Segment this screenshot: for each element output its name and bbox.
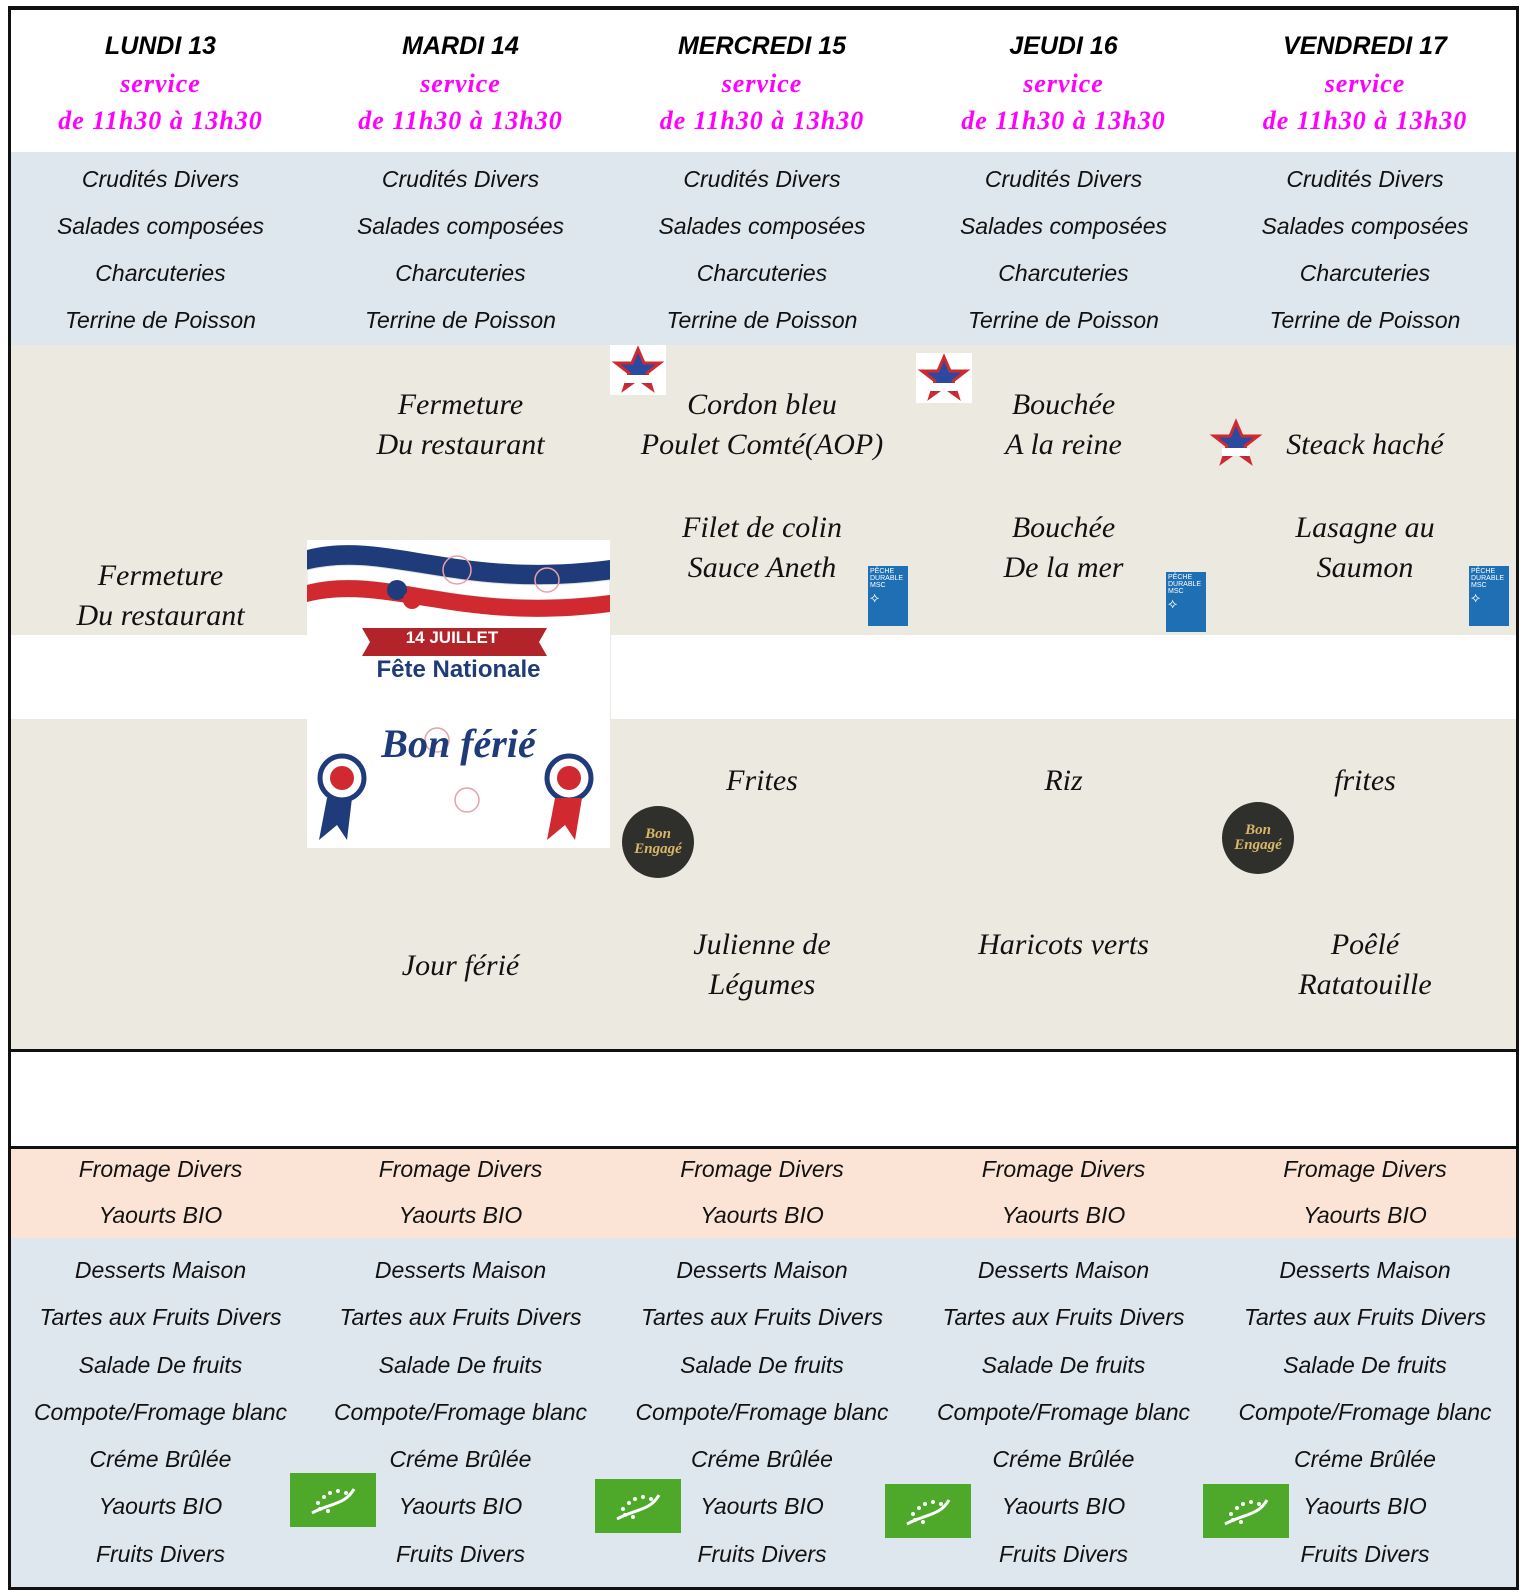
main-line: Saumon bbox=[1316, 551, 1414, 584]
dessert-item: Tartes aux Fruits Divers bbox=[641, 1304, 883, 1331]
dessert-item: Tartes aux Fruits Divers bbox=[1244, 1304, 1486, 1331]
entree-item: Charcuteries bbox=[696, 260, 828, 286]
dairy-cell bbox=[1214, 1143, 1519, 1244]
empty-cell bbox=[310, 1046, 614, 1149]
dessert-item: Desserts Maison bbox=[74, 1256, 247, 1283]
day-name: MERCREDI 15 bbox=[677, 31, 847, 60]
eu-organic-leaf-icon bbox=[1203, 1484, 1289, 1538]
entree-item: Charcuteries bbox=[1299, 260, 1431, 286]
holiday-date: 14 JUILLET bbox=[405, 628, 499, 647]
dessert-item: Salade De fruits bbox=[78, 1351, 243, 1378]
entree-item: Crudités Divers bbox=[381, 166, 540, 192]
holiday-title: Fête Nationale bbox=[376, 656, 541, 683]
dairy-cell bbox=[611, 1143, 916, 1244]
empty-cell bbox=[611, 635, 916, 725]
closure-line: Du restaurant bbox=[76, 599, 245, 632]
dairy-item: Yaourts BIO bbox=[98, 1202, 223, 1228]
eu-organic-leaf-icon bbox=[290, 1473, 376, 1527]
entree-item: Charcuteries bbox=[998, 260, 1129, 286]
side-line: Riz bbox=[1044, 764, 1083, 797]
entrees-cell bbox=[1214, 152, 1519, 351]
dessert-item: Fruits Divers bbox=[697, 1540, 827, 1567]
dessert-item: Yaourts BIO bbox=[98, 1493, 223, 1520]
main-line: Steack haché bbox=[1286, 428, 1444, 461]
empty-cell bbox=[1214, 1046, 1519, 1149]
msc-sustainable-fishing-icon: PÊCHE DURABLE MSC ⟡ bbox=[1469, 566, 1509, 626]
dairy-cell bbox=[8, 1143, 313, 1244]
dessert-item: Desserts Maison bbox=[676, 1256, 848, 1283]
dairy-item: Yaourts BIO bbox=[1001, 1202, 1126, 1228]
entree-item: Terrine de Poisson bbox=[1269, 307, 1461, 333]
msc-sustainable-fishing-icon: PÊCHE DURABLE MSC ⟡ bbox=[1166, 572, 1206, 632]
dairy-cell bbox=[913, 1143, 1217, 1244]
entree-item: Crudités Divers bbox=[1286, 166, 1444, 192]
side-cell bbox=[1214, 883, 1519, 1052]
side-line: Légumes bbox=[708, 968, 816, 1001]
day-header bbox=[8, 6, 313, 158]
day-name: VENDREDI 17 bbox=[1283, 31, 1447, 60]
bon-engage-icon: Bon Engagé bbox=[622, 806, 694, 878]
dessert-item: Créme Brûlée bbox=[1294, 1446, 1436, 1473]
eu-organic-leaf-icon bbox=[595, 1479, 681, 1533]
dessert-item: Compote/Fromage blanc bbox=[1238, 1398, 1492, 1425]
entrees-cell bbox=[611, 152, 916, 351]
dessert-item: Desserts Maison bbox=[1279, 1256, 1451, 1283]
service-hours: de 11h30 à 13h30 bbox=[1262, 105, 1468, 135]
dairy-item: Yaourts BIO bbox=[700, 1202, 824, 1228]
dessert-item: Desserts Maison bbox=[374, 1256, 547, 1283]
dessert-item: Fruits Divers bbox=[95, 1540, 226, 1567]
main-line: Bouchée bbox=[1011, 511, 1116, 544]
tuesday-closure-cell bbox=[310, 345, 614, 474]
entree-item: Salades composées bbox=[658, 213, 866, 239]
dairy-item: Fromage Divers bbox=[1283, 1156, 1447, 1182]
entree-item: Terrine de Poisson bbox=[65, 307, 256, 333]
service-hours: de 11h30 à 13h30 bbox=[358, 105, 563, 135]
closure-line: Fermeture bbox=[97, 559, 224, 592]
main-line: Cordon bleu bbox=[687, 388, 837, 421]
main-line: Filet de colin bbox=[682, 511, 842, 544]
side-line: frites bbox=[1334, 764, 1396, 797]
day-name: JEUDI 16 bbox=[1009, 31, 1118, 60]
day-header bbox=[611, 6, 916, 158]
service-label: service bbox=[1023, 68, 1104, 98]
empty-cell bbox=[1214, 635, 1519, 725]
side-line: Frites bbox=[726, 764, 798, 797]
side-line: Ratatouille bbox=[1298, 968, 1432, 1001]
side-line: Jour férié bbox=[401, 949, 520, 982]
dessert-item: Desserts Maison bbox=[977, 1256, 1150, 1283]
dessert-item: Tartes aux Fruits Divers bbox=[339, 1304, 582, 1331]
dessert-item: Créme Brûlée bbox=[89, 1446, 232, 1473]
french-beef-label-icon bbox=[1208, 418, 1264, 468]
holiday-wish: Bon férié bbox=[381, 721, 536, 766]
dessert-item: Tartes aux Fruits Divers bbox=[39, 1304, 282, 1331]
main-line: Lasagne au bbox=[1295, 511, 1435, 544]
dessert-item: Compote/Fromage blanc bbox=[33, 1398, 288, 1425]
dessert-item: Fruits Divers bbox=[1300, 1540, 1430, 1567]
monday-closure-cell bbox=[8, 345, 313, 641]
dessert-item: Compote/Fromage blanc bbox=[936, 1398, 1191, 1425]
dessert-item: Salade De fruits bbox=[680, 1351, 844, 1378]
dessert-item: Salade De fruits bbox=[981, 1351, 1146, 1378]
dairy-item: Yaourts BIO bbox=[398, 1202, 523, 1228]
eu-organic-leaf-icon bbox=[885, 1484, 971, 1538]
entree-item: Charcuteries bbox=[395, 260, 526, 286]
side-cell bbox=[611, 883, 916, 1052]
side-line: Julienne de bbox=[693, 928, 831, 961]
service-label: service bbox=[420, 68, 501, 98]
empty-cell bbox=[913, 1046, 1217, 1149]
entree-item: Salades composées bbox=[959, 213, 1168, 239]
dessert-item: Créme Brûlée bbox=[389, 1446, 532, 1473]
side-line: Haricots verts bbox=[978, 928, 1149, 961]
side-cell bbox=[913, 719, 1217, 889]
dessert-item: Salade De fruits bbox=[378, 1351, 543, 1378]
entrees-cell bbox=[913, 152, 1217, 351]
weekly-menu-grid bbox=[8, 6, 1526, 1587]
dessert-item: Yaourts BIO bbox=[398, 1493, 523, 1520]
day-name: MARDI 14 bbox=[402, 31, 519, 60]
main-line: Sauce Aneth bbox=[687, 551, 837, 584]
dessert-item: Salade De fruits bbox=[1283, 1351, 1447, 1378]
dairy-item: Fromage Divers bbox=[981, 1156, 1146, 1182]
entree-item: Terrine de Poisson bbox=[666, 307, 858, 333]
dessert-item: Yaourts BIO bbox=[700, 1493, 824, 1520]
empty-cell bbox=[611, 1046, 916, 1149]
holiday-banner bbox=[307, 540, 610, 848]
french-poultry-label-icon bbox=[610, 345, 666, 395]
dessert-item: Yaourts BIO bbox=[1303, 1493, 1427, 1520]
entree-item: Terrine de Poisson bbox=[365, 307, 556, 333]
main-line: Poulet Comté(AOP) bbox=[640, 428, 884, 461]
entree-item: Crudités Divers bbox=[683, 166, 841, 192]
entree-item: Crudités Divers bbox=[81, 166, 240, 192]
dairy-item: Fromage Divers bbox=[680, 1156, 844, 1182]
side-line: Poêlé bbox=[1330, 928, 1400, 961]
main-line: De la mer bbox=[1003, 551, 1124, 584]
french-poultry-label-icon bbox=[916, 353, 972, 403]
entree-item: Salades composées bbox=[1261, 213, 1469, 239]
dessert-item: Créme Brûlée bbox=[691, 1446, 833, 1473]
entree-item: Salades composées bbox=[56, 213, 265, 239]
closure-line: Fermeture bbox=[397, 388, 524, 421]
dessert-item: Fruits Divers bbox=[998, 1540, 1129, 1567]
service-hours: de 11h30 à 13h30 bbox=[961, 105, 1166, 135]
dairy-cell bbox=[310, 1143, 614, 1244]
entree-item: Salades composées bbox=[356, 213, 565, 239]
entree-item: Charcuteries bbox=[95, 260, 226, 286]
desserts-cell bbox=[310, 1238, 614, 1590]
dairy-item: Fromage Divers bbox=[78, 1156, 243, 1182]
main-line: Bouchée bbox=[1011, 388, 1116, 421]
day-header bbox=[1214, 6, 1519, 158]
closure-line: Du restaurant bbox=[376, 428, 545, 461]
service-hours: de 11h30 à 13h30 bbox=[659, 105, 865, 135]
desserts-cell bbox=[8, 1238, 313, 1590]
dessert-item: Compote/Fromage blanc bbox=[635, 1398, 889, 1425]
desserts-cell bbox=[611, 1238, 916, 1590]
day-header bbox=[310, 6, 614, 158]
empty-cell bbox=[8, 719, 313, 889]
dairy-item: Yaourts BIO bbox=[1303, 1202, 1427, 1228]
dessert-item: Yaourts BIO bbox=[1001, 1493, 1126, 1520]
day-header bbox=[913, 6, 1217, 158]
dessert-item: Compote/Fromage blanc bbox=[333, 1398, 588, 1425]
day-name: LUNDI 13 bbox=[104, 31, 217, 60]
entrees-cell bbox=[8, 152, 313, 351]
service-label: service bbox=[1324, 68, 1406, 98]
dairy-item: Fromage Divers bbox=[378, 1156, 543, 1182]
side-cell bbox=[310, 883, 614, 1052]
service-label: service bbox=[721, 68, 803, 98]
service-hours: de 11h30 à 13h30 bbox=[58, 105, 263, 135]
bon-engage-icon: Bon Engagé bbox=[1222, 802, 1294, 874]
empty-cell bbox=[8, 883, 313, 1052]
dessert-item: Tartes aux Fruits Divers bbox=[942, 1304, 1185, 1331]
entree-item: Terrine de Poisson bbox=[968, 307, 1159, 333]
tricolor-ribbon-icon bbox=[307, 540, 610, 848]
entrees-cell bbox=[310, 152, 614, 351]
main-line: A la reine bbox=[1005, 428, 1122, 461]
empty-cell bbox=[8, 1046, 313, 1149]
dessert-item: Fruits Divers bbox=[395, 1540, 526, 1567]
empty-cell bbox=[8, 635, 313, 725]
entree-item: Crudités Divers bbox=[984, 166, 1143, 192]
service-label: service bbox=[120, 68, 201, 98]
msc-sustainable-fishing-icon: PÊCHE DURABLE MSC ⟡ bbox=[868, 566, 908, 626]
dessert-item: Créme Brûlée bbox=[992, 1446, 1135, 1473]
empty-cell bbox=[913, 635, 1217, 725]
side-cell bbox=[913, 883, 1217, 1052]
